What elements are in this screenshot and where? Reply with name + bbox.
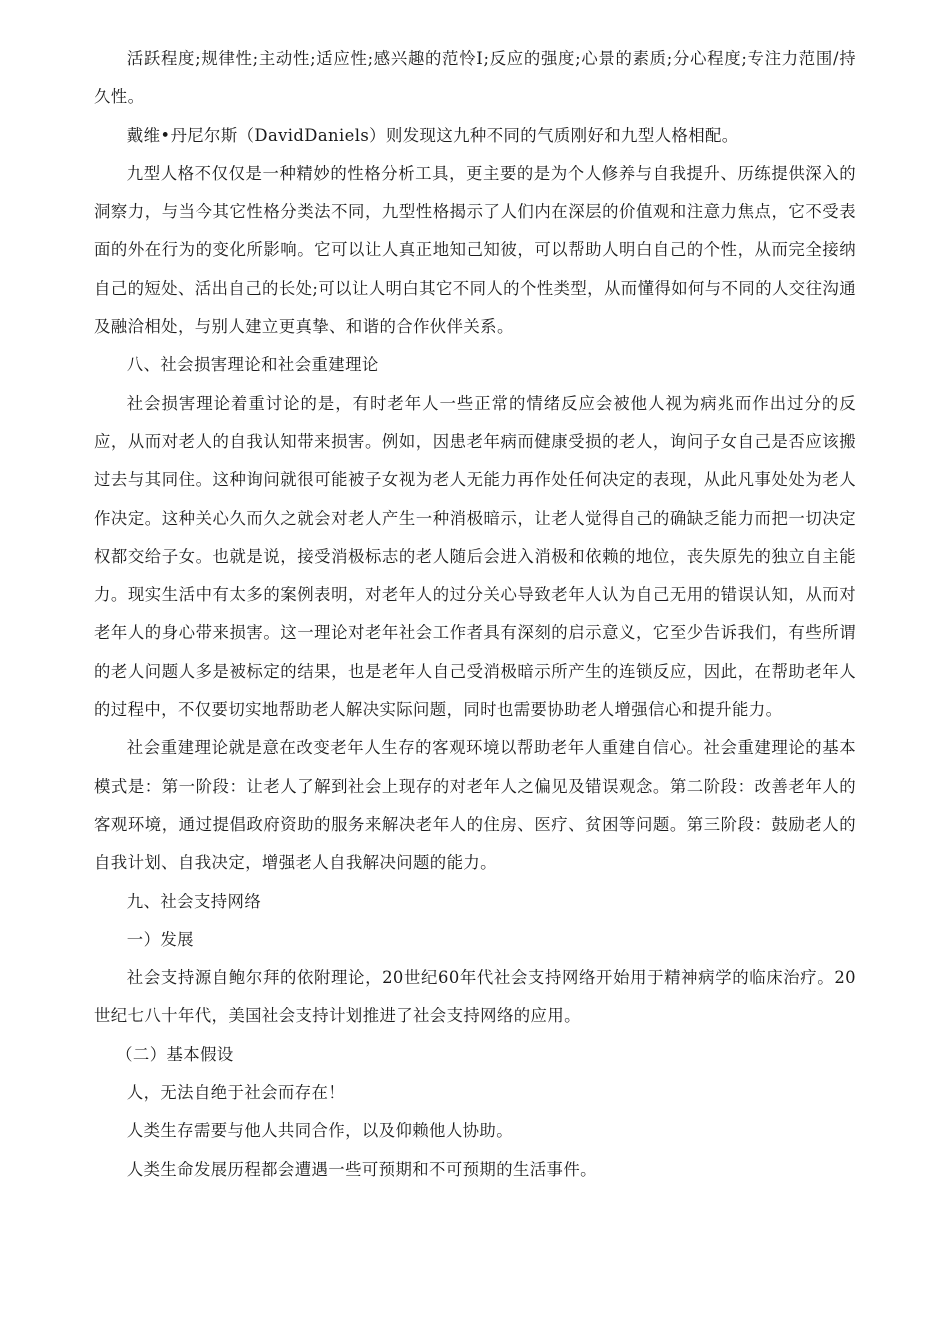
paragraph-assumption-3: 人类生命发展历程都会遭遇一些可预期和不可预期的生活事件。 (126, 1159, 597, 1179)
paragraph-assumption-1: 人，无法自绝于社会而存在！ (126, 1083, 346, 1103)
paragraph-temperament-traits: 活跃程度;规律性;主动性;适应性;感兴趣的范怜Ⅰ;反应的强度;心景的素质;分心程度;专注力范围/持久性。 (94, 49, 856, 107)
paragraph-assumption-2: 人类生存需要与他人共同合作，以及仰赖他人协助。 (126, 1121, 513, 1141)
paragraph-social-damage-theory: 社会损害理论着重讨论的是，有时老年人一些正常的情绪反应会被他人视为病兆而作出过分的反应，从而对老人的自我认知带来损害。例如，因患老年病而健康受损的老人，询问子女自己是否应该搬过去与其同住。这种询问就很可能被子女视为老人无能力再作处任何决定的表现，从此凡事处处为老人作决定。这种关心久而久之就会对老人产生一种消极暗示，让老人觉得自己的确缺乏能力而把一切决定权都交给子女。也就是说，接受消极标志的老人随后会进入消极和依赖的地位，丧失原先的独立自主能力。现实生活中有太多的案例表明，对老年人的过分关心导致老年人认为自己无用的错误认知，从而对老年人的身心带来损害。这一理论对老年社会工作者具有深刻的启示意义，它至少告诉我们，有些所谓的老人问题人多是被标定的结果，也是老年人自己受消极暗示所产生的连锁反应，因此，在帮助老年人的过程中，不仅要切实地帮助老人解决实际问题，同时也需要协助老人增强信心和提升能力。 (94, 393, 856, 720)
paragraph-enneagram: 九型人格不仅仅是一种精妙的性格分析工具，更主要的是为个人修养与自我提升、历练提供深入的洞察力，与当今其它性格分类法不同，九型性格揭示了人们内在深层的价值观和注意力焦点，它不受表面的外在行为的变化所影响。它可以让人真正地知己知彼，可以帮助人明白自己的个性，从而完全接纳自己的短处、活出自己的长处;可以让人明白其它不同人的个性类型，从而懂得如何与不同的人交往沟通及融洽相处，与别人建立更真挚、和谐的合作伙伴关系。 (94, 163, 856, 337)
section-heading-9: 九、社会支持网络 (126, 891, 262, 911)
subsection-heading-assumptions: （二）基本假设 (116, 1044, 234, 1064)
section-heading-8: 八、社会损害理论和社会重建理论 (126, 355, 379, 375)
paragraph-david-daniels: 戴维•丹尼尔斯（DavidDaniels）则发现这九种不同的气质刚好和九型人格相配。 (126, 125, 739, 145)
subsection-heading-development: 一）发展 (126, 929, 194, 949)
paragraph-social-reconstruction-theory: 社会重建理论就是意在改变老年人生存的客观环境以帮助老年人重建自信心。社会重建理论的基本模式是：第一阶段：让老人了解到社会上现存的对老年人之偏见及错误观念。第二阶段：改善老年人的客观环境，通过提倡政府资助的服务来解决老年人的住房、医疗、贫困等问题。第三阶段：鼓励老人的自我计划、自我决定，增强老人自我解决问题的能力。 (94, 738, 856, 873)
document-page (94, 40, 856, 1189)
paragraph-social-support-origin: 社会支持源自鲍尔拜的依附理论，20世纪60年代社会支持网络开始用于精神病学的临床治疗。20世纪七八十年代，美国社会支持计划推进了社会支持网络的应用。 (94, 968, 856, 1026)
